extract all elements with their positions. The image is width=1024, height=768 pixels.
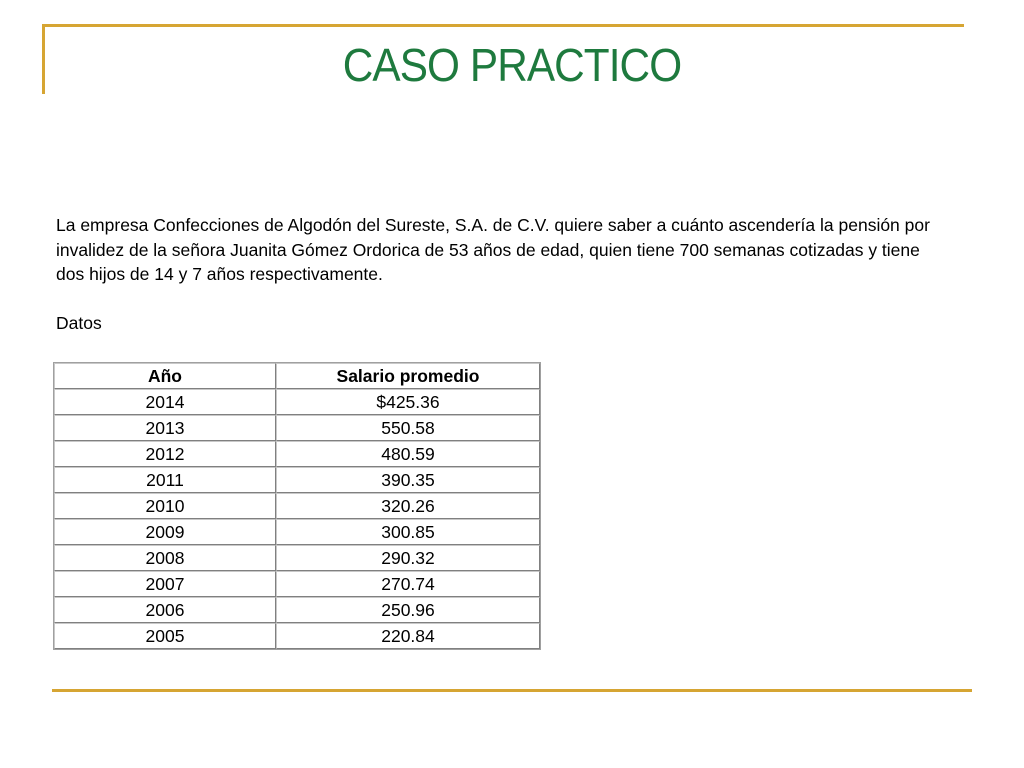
salary-table — [53, 362, 541, 650]
table-row — [54, 467, 540, 493]
year-cell: 2008 — [54, 545, 276, 571]
year-cell: 2010 — [54, 493, 276, 519]
year-cell: 2006 — [54, 597, 276, 623]
year-cell: 2007 — [54, 571, 276, 597]
salary-cell: 250.96 — [276, 597, 540, 623]
year-cell: 2011 — [54, 467, 276, 493]
table-row — [54, 623, 540, 649]
salary-cell: 550.58 — [276, 415, 540, 441]
table-row — [54, 441, 540, 467]
salary-cell: 480.59 — [276, 441, 540, 467]
salary-cell: 220.84 — [276, 623, 540, 649]
bottom-rule — [52, 689, 972, 692]
year-cell: 2013 — [54, 415, 276, 441]
salary-cell: 290.32 — [276, 545, 540, 571]
salary-cell: 390.35 — [276, 467, 540, 493]
year-cell: 2009 — [54, 519, 276, 545]
salary-cell: 300.85 — [276, 519, 540, 545]
header-year: Año — [54, 363, 276, 389]
table-row — [54, 571, 540, 597]
table-row — [54, 389, 540, 415]
problem-statement: La empresa Confecciones de Algodón del Sureste, S.A. de C.V. quiere saber a cuánto ascendería la pensión por invalidez de la señora Juanita Gómez Ordorica de 53 años de edad, quien tiene 700 semanas cotizadas y tiene dos hijos de 14 y 7 años respectivamente. — [56, 215, 930, 284]
table-header-row — [54, 363, 540, 389]
datos-label: Datos — [56, 313, 102, 333]
salary-cell: 270.74 — [276, 571, 540, 597]
salary-cell: $425.36 — [276, 389, 540, 415]
salary-cell: 320.26 — [276, 493, 540, 519]
table-row — [54, 415, 540, 441]
table-row — [54, 545, 540, 571]
year-cell: 2012 — [54, 441, 276, 467]
table-row — [54, 519, 540, 545]
top-rule — [42, 24, 964, 27]
year-cell: 2014 — [54, 389, 276, 415]
page-title: CASO PRACTICO — [342, 39, 682, 91]
table-row — [54, 597, 540, 623]
year-cell: 2005 — [54, 623, 276, 649]
table-row — [54, 493, 540, 519]
header-salary: Salario promedio — [276, 363, 540, 389]
